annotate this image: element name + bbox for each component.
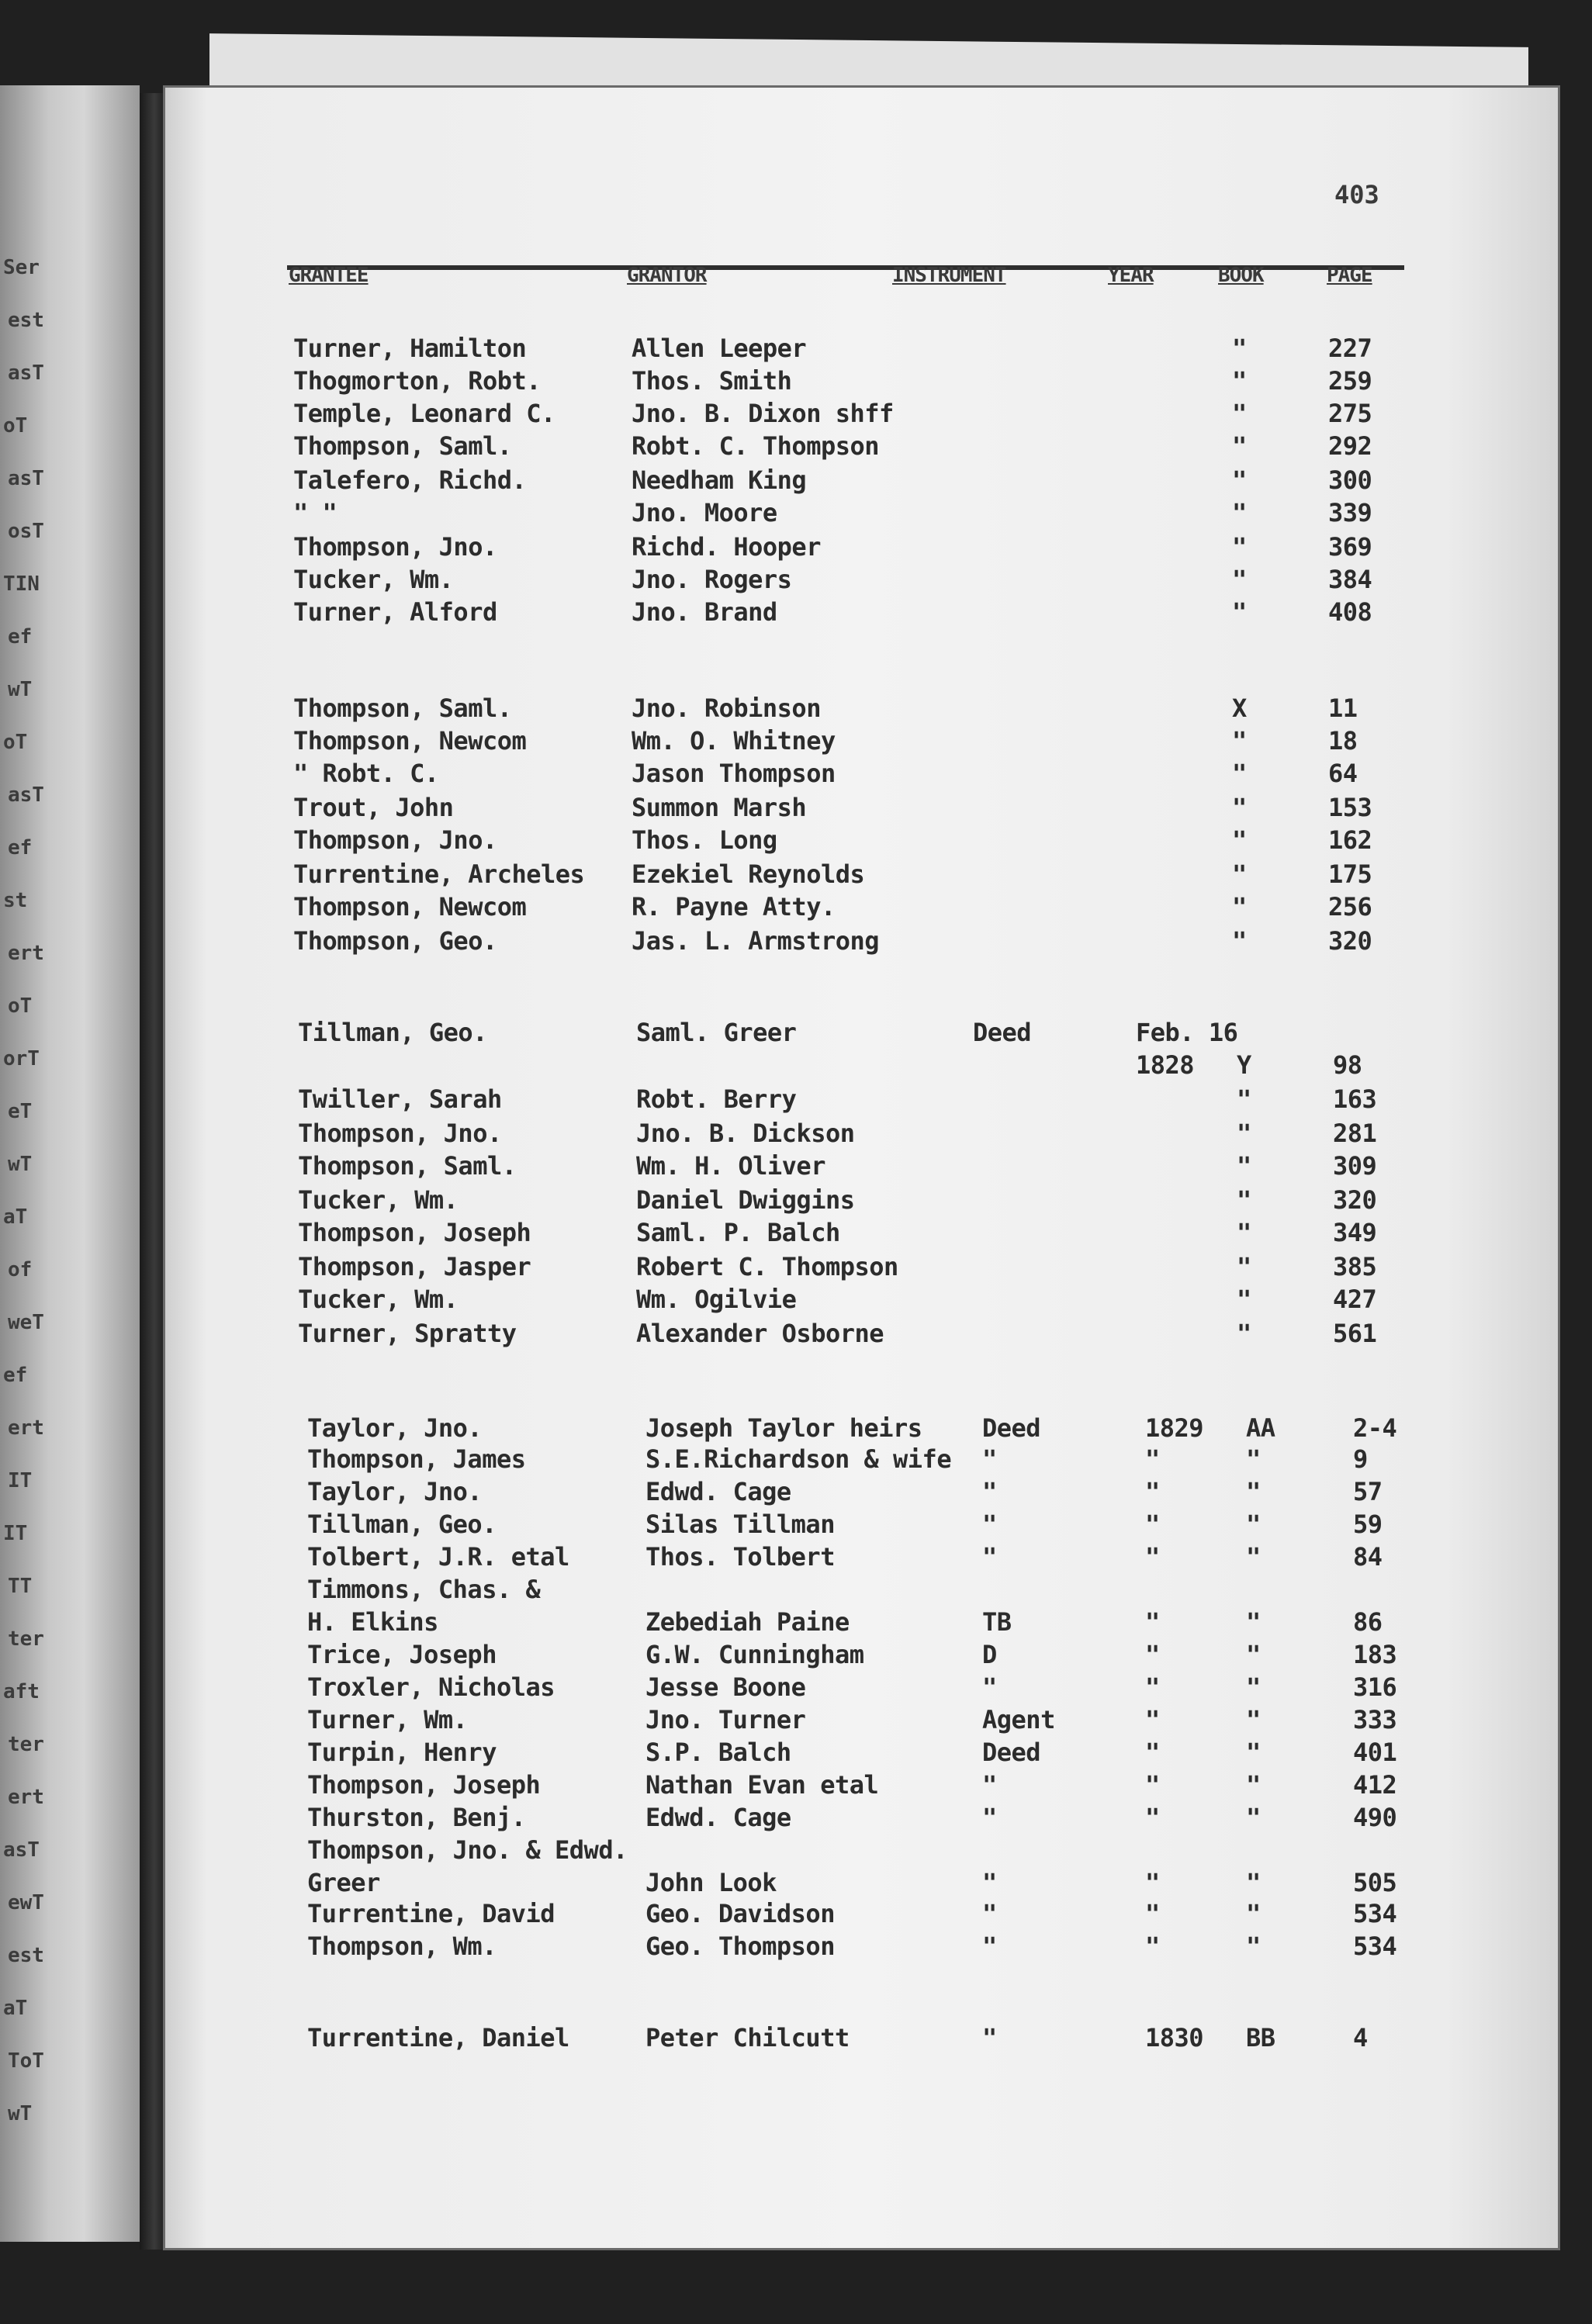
row-28-book: ": [1246, 1444, 1261, 1474]
margin-fragment-1: est: [8, 309, 44, 332]
margin-fragment-6: TIN: [3, 572, 40, 596]
row-22-book: ": [1237, 1185, 1251, 1215]
row-3-grantee: Thompson, Saml.: [293, 431, 512, 461]
margin-fragment-24: IT: [3, 1522, 28, 1545]
row-2-grantor: Jno. B. Dixon shff: [632, 399, 894, 428]
row-23-grantee: Thompson, Joseph: [298, 1218, 531, 1247]
row-1-page: 259: [1328, 366, 1372, 396]
row-40-grantee: Thompson, Jno. & Edwd.: [307, 1835, 628, 1865]
row-9-grantee: Thompson, Saml.: [293, 693, 512, 723]
row-36-year: ": [1145, 1705, 1160, 1734]
row-23-grantor: Saml. P. Balch: [636, 1218, 840, 1247]
row-3-page: 292: [1328, 431, 1372, 461]
row-34-year: ": [1145, 1640, 1160, 1669]
row-2-grantee: Temple, Leonard C.: [293, 399, 555, 428]
row-8-page: 408: [1328, 597, 1372, 627]
row-38-year: ": [1145, 1770, 1160, 1800]
row-2-book: ": [1232, 399, 1247, 428]
page-number: 403: [1334, 180, 1379, 209]
row-12-book: ": [1232, 793, 1247, 822]
row-38-grantor: Nathan Evan etal: [645, 1770, 879, 1800]
margin-fragment-31: ewT: [8, 1891, 44, 1914]
row-33-grantee: H. Elkins: [307, 1607, 438, 1637]
margin-fragment-14: oT: [8, 994, 33, 1018]
row-34-book: ": [1246, 1640, 1261, 1669]
row-30-book: ": [1246, 1510, 1261, 1539]
row-37-grantor: S.P. Balch: [645, 1738, 791, 1767]
row-35-year: ": [1145, 1672, 1160, 1702]
row-27-book: AA: [1246, 1413, 1275, 1443]
row-42-year: ": [1145, 1899, 1160, 1928]
row-25-grantor: Wm. Ogilvie: [636, 1285, 797, 1314]
margin-fragment-15: orT: [3, 1047, 40, 1070]
header-year: YEAR: [1108, 264, 1154, 287]
margin-fragment-18: aT: [3, 1205, 28, 1229]
row-15-grantee: Thompson, Newcom: [293, 892, 527, 922]
row-10-grantor: Wm. O. Whitney: [632, 726, 836, 756]
row-14-page: 175: [1328, 859, 1372, 889]
row-12-page: 153: [1328, 793, 1372, 822]
row-34-instrument: D: [982, 1640, 997, 1669]
row-38-book: ": [1246, 1770, 1261, 1800]
row-5-grantee: " ": [293, 498, 337, 527]
row-14-book: ": [1232, 859, 1247, 889]
row-4-book: ": [1232, 465, 1247, 495]
row-18-page: 98: [1333, 1050, 1362, 1080]
margin-fragment-2: asT: [8, 361, 44, 385]
row-41-year: ": [1145, 1868, 1160, 1897]
row-44-page: 4: [1353, 2023, 1368, 2053]
row-28-instrument: ": [982, 1444, 997, 1474]
row-8-grantor: Jno. Brand: [632, 597, 777, 627]
row-9-page: 11: [1328, 693, 1358, 723]
row-4-page: 300: [1328, 465, 1372, 495]
row-36-instrument: Agent: [982, 1705, 1055, 1734]
row-26-page: 561: [1333, 1319, 1377, 1348]
margin-fragment-34: ToT: [8, 2049, 44, 2073]
row-10-page: 18: [1328, 726, 1358, 756]
margin-fragment-26: ter: [8, 1627, 44, 1651]
row-30-instrument: ": [982, 1510, 997, 1539]
row-28-grantee: Thompson, James: [307, 1444, 526, 1474]
row-36-grantee: Turner, Wm.: [307, 1705, 468, 1734]
margin-fragment-8: wT: [8, 678, 33, 701]
row-43-page: 534: [1353, 1931, 1397, 1961]
margin-fragment-3: oT: [3, 414, 28, 437]
row-39-grantee: Thurston, Benj.: [307, 1803, 526, 1832]
row-9-book: X: [1232, 693, 1247, 723]
row-36-page: 333: [1353, 1705, 1397, 1734]
row-19-grantor: Robt. Berry: [636, 1084, 797, 1114]
row-16-grantee: Thompson, Geo.: [293, 926, 497, 956]
row-7-book: ": [1232, 565, 1247, 594]
row-44-grantor: Peter Chilcutt: [645, 2023, 850, 2053]
row-12-grantor: Summon Marsh: [632, 793, 807, 822]
row-41-book: ": [1246, 1868, 1261, 1897]
row-33-grantor: Zebediah Paine: [645, 1607, 850, 1637]
row-24-grantee: Thompson, Jasper: [298, 1252, 531, 1281]
row-13-grantor: Thos. Long: [632, 825, 777, 855]
row-10-grantee: Thompson, Newcom: [293, 726, 527, 756]
row-20-page: 281: [1333, 1119, 1377, 1148]
margin-fragment-17: wT: [8, 1153, 33, 1176]
row-27-grantee: Taylor, Jno.: [307, 1413, 483, 1443]
row-27-year: 1829: [1145, 1413, 1204, 1443]
row-16-page: 320: [1328, 926, 1372, 956]
row-44-instrument: ": [982, 2023, 997, 2053]
margin-fragment-11: ef: [8, 836, 33, 859]
row-30-grantor: Silas Tillman: [645, 1510, 835, 1539]
row-27-instrument: Deed: [982, 1413, 1041, 1443]
row-17-instrument: Deed: [973, 1018, 1032, 1047]
row-29-book: ": [1246, 1477, 1261, 1506]
row-14-grantor: Ezekiel Reynolds: [632, 859, 865, 889]
row-1-book: ": [1232, 366, 1247, 396]
row-43-grantee: Thompson, Wm.: [307, 1931, 497, 1961]
row-26-grantor: Alexander Osborne: [636, 1319, 884, 1348]
margin-fragment-22: ert: [8, 1416, 44, 1440]
row-34-grantee: Trice, Joseph: [307, 1640, 497, 1669]
row-3-book: ": [1232, 431, 1247, 461]
row-7-page: 384: [1328, 565, 1372, 594]
row-6-book: ": [1232, 532, 1247, 562]
row-34-page: 183: [1353, 1640, 1397, 1669]
row-29-year: ": [1145, 1477, 1160, 1506]
margin-fragment-27: aft: [3, 1680, 40, 1703]
row-37-page: 401: [1353, 1738, 1397, 1767]
margin-fragment-21: ef: [3, 1364, 28, 1387]
row-38-instrument: ": [982, 1770, 997, 1800]
row-27-grantor: Joseph Taylor heirs: [645, 1413, 922, 1443]
margin-fragment-10: asT: [8, 783, 44, 807]
row-13-page: 162: [1328, 825, 1372, 855]
row-15-page: 256: [1328, 892, 1372, 922]
row-22-grantor: Daniel Dwiggins: [636, 1185, 855, 1215]
margin-fragment-7: ef: [8, 625, 33, 648]
row-19-book: ": [1237, 1084, 1251, 1114]
row-0-page: 227: [1328, 334, 1372, 363]
row-22-page: 320: [1333, 1185, 1377, 1215]
row-17-grantee: Tillman, Geo.: [298, 1018, 487, 1047]
row-37-year: ": [1145, 1738, 1160, 1767]
row-28-year: ": [1145, 1444, 1160, 1474]
row-24-page: 385: [1333, 1252, 1377, 1281]
row-35-book: ": [1246, 1672, 1261, 1702]
row-7-grantee: Tucker, Wm.: [293, 565, 454, 594]
row-33-instrument: TB: [982, 1607, 1012, 1637]
row-32-grantee: Timmons, Chas. &: [307, 1575, 541, 1604]
row-44-grantee: Turrentine, Daniel: [307, 2023, 569, 2053]
header-grantor: GRANTOR: [627, 264, 707, 287]
row-39-year: ": [1145, 1803, 1160, 1832]
row-20-book: ": [1237, 1119, 1251, 1148]
row-26-grantee: Turner, Spratty: [298, 1319, 517, 1348]
row-42-instrument: ": [982, 1899, 997, 1928]
row-0-book: ": [1232, 334, 1247, 363]
margin-fragment-16: eT: [8, 1100, 33, 1123]
row-41-grantee: Greer: [307, 1868, 380, 1897]
row-13-grantee: Thompson, Jno.: [293, 825, 497, 855]
margin-fragment-0: Ser: [3, 256, 40, 279]
row-26-book: ": [1237, 1319, 1251, 1348]
margin-fragment-23: IT: [8, 1469, 33, 1492]
margin-fragment-19: of: [8, 1258, 33, 1281]
row-35-instrument: ": [982, 1672, 997, 1702]
row-29-grantor: Edwd. Cage: [645, 1477, 791, 1506]
row-33-year: ": [1145, 1607, 1160, 1637]
row-18-book: Y: [1237, 1050, 1251, 1080]
row-28-grantor: S.E.Richardson & wife: [645, 1444, 952, 1474]
row-24-book: ": [1237, 1252, 1251, 1281]
row-44-year: 1830: [1145, 2023, 1204, 2053]
row-42-grantee: Turrentine, David: [307, 1899, 555, 1928]
row-23-book: ": [1237, 1218, 1251, 1247]
row-0-grantee: Turner, Hamilton: [293, 334, 527, 363]
margin-fragment-4: asT: [8, 467, 44, 490]
row-8-grantee: Turner, Alford: [293, 597, 497, 627]
row-43-instrument: ": [982, 1931, 997, 1961]
row-23-page: 349: [1333, 1218, 1377, 1247]
margin-fragment-28: ter: [8, 1733, 44, 1756]
margin-fragment-9: oT: [3, 731, 28, 754]
row-43-book: ": [1246, 1931, 1261, 1961]
row-4-grantor: Needham King: [632, 465, 807, 495]
row-43-year: ": [1145, 1931, 1160, 1961]
row-38-page: 412: [1353, 1770, 1397, 1800]
row-30-grantee: Tillman, Geo.: [307, 1510, 497, 1539]
row-10-book: ": [1232, 726, 1247, 756]
row-34-grantor: G.W. Cunningham: [645, 1640, 864, 1669]
row-31-grantee: Tolbert, J.R. etal: [307, 1542, 569, 1572]
row-5-book: ": [1232, 498, 1247, 527]
row-44-book: BB: [1246, 2023, 1275, 2053]
row-16-book: ": [1232, 926, 1247, 956]
row-1-grantor: Thos. Smith: [632, 366, 792, 396]
row-38-grantee: Thompson, Joseph: [307, 1770, 541, 1800]
margin-fragment-32: est: [8, 1944, 44, 1967]
row-36-grantor: Jno. Turner: [645, 1705, 806, 1734]
row-4-grantee: Talefero, Richd.: [293, 465, 527, 495]
row-11-grantor: Jason Thompson: [632, 759, 836, 788]
row-33-page: 86: [1353, 1607, 1383, 1637]
row-41-page: 505: [1353, 1868, 1397, 1897]
margin-fragment-33: aT: [3, 1997, 28, 2020]
margin-fragment-29: ert: [8, 1786, 44, 1809]
row-27-page: 2-4: [1353, 1413, 1397, 1443]
row-1-grantee: Thogmorton, Robt.: [293, 366, 542, 396]
row-37-instrument: Deed: [982, 1738, 1041, 1767]
margin-fragment-12: st: [3, 889, 28, 912]
row-31-instrument: ": [982, 1542, 997, 1572]
row-30-page: 59: [1353, 1510, 1383, 1539]
row-33-book: ": [1246, 1607, 1261, 1637]
row-20-grantee: Thompson, Jno.: [298, 1119, 502, 1148]
header-grantee: GRANTEE: [289, 264, 369, 287]
row-20-grantor: Jno. B. Dickson: [636, 1119, 855, 1148]
row-21-grantor: Wm. H. Oliver: [636, 1151, 825, 1181]
row-14-grantee: Turrentine, Archeles: [293, 859, 585, 889]
row-15-grantor: R. Payne Atty.: [632, 892, 836, 922]
row-37-book: ": [1246, 1738, 1261, 1767]
header-book: BOOK: [1218, 264, 1264, 287]
row-29-grantee: Taylor, Jno.: [307, 1477, 483, 1506]
row-7-grantor: Jno. Rogers: [632, 565, 792, 594]
row-39-book: ": [1246, 1803, 1261, 1832]
header-page: PAGE: [1327, 264, 1372, 287]
row-9-grantor: Jno. Robinson: [632, 693, 821, 723]
row-35-grantor: Jesse Boone: [645, 1672, 806, 1702]
row-39-page: 490: [1353, 1803, 1397, 1832]
row-11-book: ": [1232, 759, 1247, 788]
row-8-book: ": [1232, 597, 1247, 627]
row-19-grantee: Twiller, Sarah: [298, 1084, 502, 1114]
margin-fragment-5: osT: [8, 520, 44, 543]
row-6-grantee: Thompson, Jno.: [293, 532, 497, 562]
row-17-year: Feb. 16: [1136, 1018, 1238, 1047]
row-17-grantor: Saml. Greer: [636, 1018, 797, 1047]
row-11-page: 64: [1328, 759, 1358, 788]
row-5-page: 339: [1328, 498, 1372, 527]
row-35-grantee: Troxler, Nicholas: [307, 1672, 555, 1702]
row-0-grantor: Allen Leeper: [632, 334, 807, 363]
row-37-grantee: Turpin, Henry: [307, 1738, 497, 1767]
row-41-instrument: ": [982, 1868, 997, 1897]
margin-fragment-35: wT: [8, 2102, 33, 2125]
row-42-grantor: Geo. Davidson: [645, 1899, 835, 1928]
row-25-book: ": [1237, 1285, 1251, 1314]
row-21-page: 309: [1333, 1151, 1377, 1181]
row-41-grantor: John Look: [645, 1868, 777, 1897]
row-28-page: 9: [1353, 1444, 1368, 1474]
header-instrument: INSTRUMENT: [892, 264, 1006, 287]
row-16-grantor: Jas. L. Armstrong: [632, 926, 880, 956]
row-30-year: ": [1145, 1510, 1160, 1539]
margin-fragment-30: asT: [3, 1838, 40, 1862]
row-39-instrument: ": [982, 1803, 997, 1832]
margin-fragment-13: ert: [8, 942, 44, 965]
row-42-book: ": [1246, 1899, 1261, 1928]
row-22-grantee: Tucker, Wm.: [298, 1185, 459, 1215]
row-31-book: ": [1246, 1542, 1261, 1572]
row-25-page: 427: [1333, 1285, 1377, 1314]
row-6-page: 369: [1328, 532, 1372, 562]
row-39-grantor: Edwd. Cage: [645, 1803, 791, 1832]
row-31-page: 84: [1353, 1542, 1383, 1572]
row-18-year: 1828: [1136, 1050, 1195, 1080]
row-36-book: ": [1246, 1705, 1261, 1734]
row-13-book: ": [1232, 825, 1247, 855]
margin-fragment-25: TT: [8, 1575, 33, 1598]
margin-fragment-20: weT: [8, 1311, 44, 1334]
row-2-page: 275: [1328, 399, 1372, 428]
row-35-page: 316: [1353, 1672, 1397, 1702]
row-12-grantee: Trout, John: [293, 793, 454, 822]
row-43-grantor: Geo. Thompson: [645, 1931, 835, 1961]
row-25-grantee: Tucker, Wm.: [298, 1285, 459, 1314]
row-19-page: 163: [1333, 1084, 1377, 1114]
row-11-grantee: " Robt. C.: [293, 759, 439, 788]
row-15-book: ": [1232, 892, 1247, 922]
row-24-grantor: Robert C. Thompson: [636, 1252, 898, 1281]
row-3-grantor: Robt. C. Thompson: [632, 431, 880, 461]
row-29-page: 57: [1353, 1477, 1383, 1506]
row-42-page: 534: [1353, 1899, 1397, 1928]
row-31-grantor: Thos. Tolbert: [645, 1542, 835, 1572]
row-6-grantor: Richd. Hooper: [632, 532, 821, 562]
row-31-year: ": [1145, 1542, 1160, 1572]
row-5-grantor: Jno. Moore: [632, 498, 777, 527]
row-21-book: ": [1237, 1151, 1251, 1181]
row-21-grantee: Thompson, Saml.: [298, 1151, 517, 1181]
row-29-instrument: ": [982, 1477, 997, 1506]
